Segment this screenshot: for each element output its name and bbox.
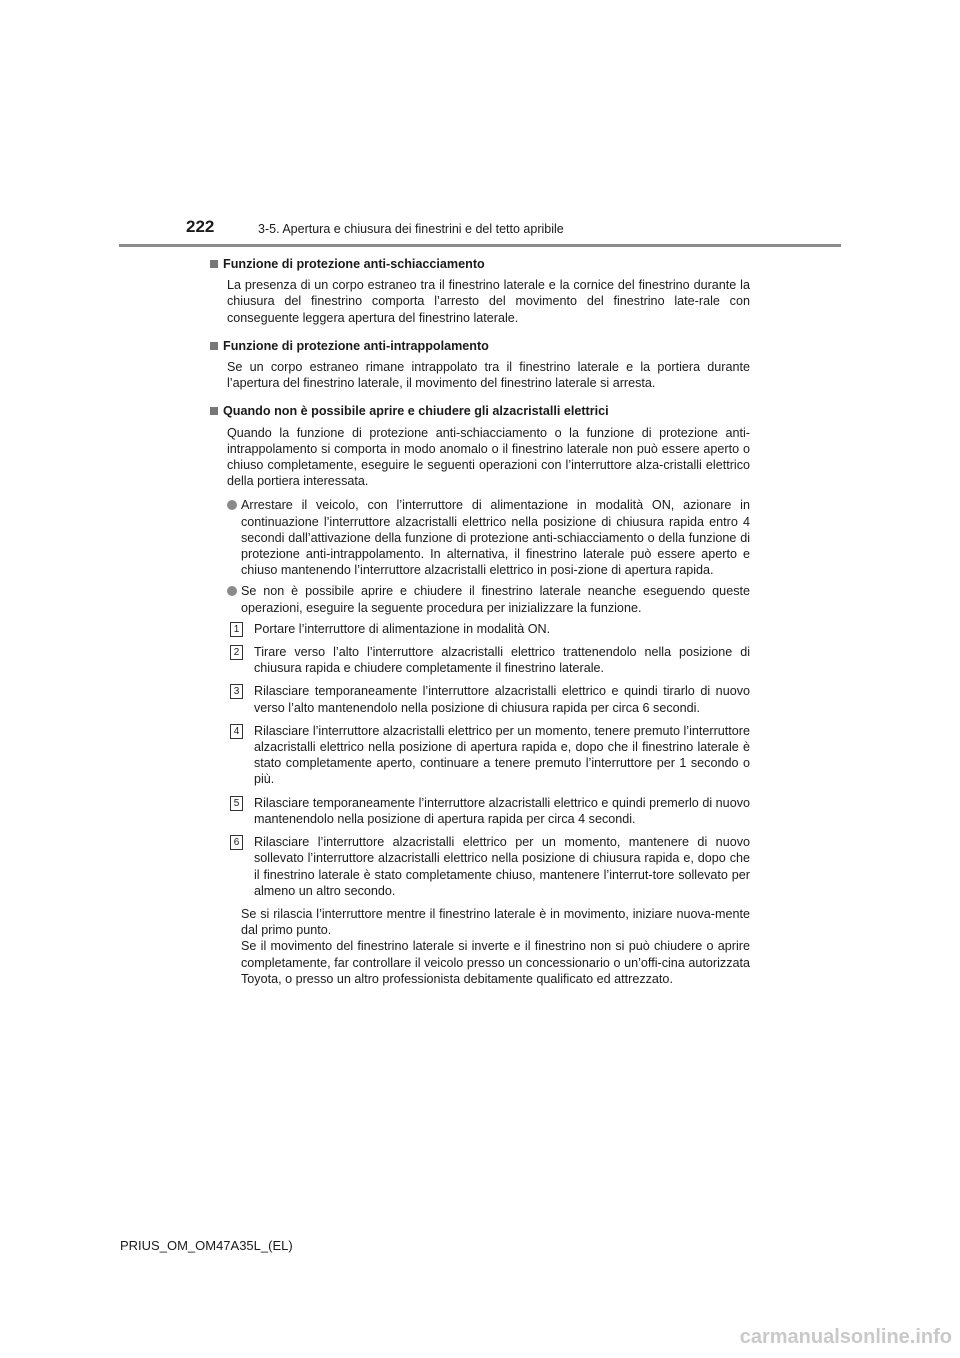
circle-bullet-icon [227, 500, 237, 510]
list-item [227, 497, 750, 578]
step-number-box: 5 [230, 796, 243, 811]
note-paragraph [241, 906, 750, 987]
section-paragraph: Se un corpo estraneo rimane intrappolato tra il finestrino laterale e la portiera durante l’apertura del finestrino laterale, il movimento del finestrino laterale si arresta. [227, 360, 750, 391]
step-item [230, 834, 750, 899]
note-line: Se si rilascia l’interruttore mentre il finestrino laterale è in movimento, iniziare nuova-mente dal primo punto. [241, 906, 750, 938]
step-number-box: 3 [230, 684, 243, 699]
note-line: Se il movimento del finestrino laterale si inverte e il finestrino non si può chiudere o aprire completamente, far controllare il veicolo presso un concessionario o un’offi-cina autorizzata Toyota, o presso un altro professionista debitamente qualificato ed attrezzato. [241, 939, 750, 986]
bullet-text: Arrestare il veicolo, con l’interruttore di alimentazione in modalità ON, azionare in continuazione l’interruttore alzacristalli elettrico nella posizione di chiusura rapida entro 4 secondi dall’attivazione della funzione di protezione anti-schiacciamento o della funzione di protezione anti-intrappolamento. In alternativa, il finestrino laterale può essere aperto e chiuso mantenendo l’interruttore alzacristalli elettrico in posi-zione di apertura rapida. [241, 498, 750, 578]
step-text: Rilasciare temporaneamente l’interruttore alzacristalli elettrico e quindi tirarlo di nuovo verso l’alto mantenendolo nella posizione di chiusura rapida per circa 6 secondi. [254, 684, 750, 715]
watermark: carmanualsonline.info [739, 1326, 952, 1348]
step-item [230, 644, 750, 676]
heading-text: Funzione di protezione anti-intrappolamento [223, 338, 489, 353]
section-heading [210, 256, 750, 272]
step-item [230, 723, 750, 788]
section-title: 3-5. Apertura e chiusura dei finestrini e del tetto apribile [258, 222, 564, 236]
step-item [230, 683, 750, 715]
step-number-box: 4 [230, 724, 243, 739]
step-text: Tirare verso l’alto l’interruttore alzacristalli elettrico trattenendolo nella posizione di chiusura rapida e chiudere completamente il finestrino laterale. [254, 645, 750, 676]
section-heading [210, 338, 750, 354]
section-paragraph: Quando la funzione di protezione anti-schiacciamento o la funzione di protezione anti-intrappolamento si comporta in modo anomalo o il finestrino laterale non può essere aperto o chiuso completamente, eseguire le seguenti operazioni con l’interruttore alza-cristalli elettrico della portiera interessata. [227, 425, 750, 489]
header-rule [119, 244, 841, 247]
document-code: PRIUS_OM_OM47A35L_(EL) [120, 1238, 293, 1253]
step-text: Rilasciare l’interruttore alzacristalli elettrico per un momento, tenere premuto l’interruttore alzacristalli elettrico nella posizione di apertura rapida e, dopo che il finestrino laterale è stato completamente aperto, continuare a tenere premuto l’interruttore per 1 secondo o più. [254, 723, 750, 787]
step-number-box: 2 [230, 645, 243, 660]
heading-text: Funzione di protezione anti-schiacciamento [223, 257, 485, 271]
bullet-text: Se non è possibile aprire e chiudere il finestrino laterale neanche eseguendo queste operazioni, eseguire la seguente procedura per inizializzare la funzione. [241, 584, 750, 615]
square-bullet-icon [210, 342, 218, 350]
page-content [210, 256, 750, 987]
step-text: Rilasciare temporaneamente l’interruttore alzacristalli elettrico e quindi premerlo di nuovo mantenendolo nella posizione di apertura rapida per circa 4 secondi. [254, 795, 750, 826]
step-text: Portare l’interruttore di alimentazione in modalità ON. [254, 621, 551, 636]
step-number-box: 1 [230, 622, 243, 637]
circle-bullet-icon [227, 586, 237, 596]
step-item [230, 795, 750, 827]
step-item [230, 621, 750, 637]
list-item [227, 583, 750, 615]
step-number-box: 6 [230, 835, 243, 850]
square-bullet-icon [210, 407, 218, 415]
section-paragraph: La presenza di un corpo estraneo tra il finestrino laterale e la cornice del finestrino durante la chiusura del finestrino comporta l’arresto del movimento del finestrino late-rale con conseguente leggera apertura del finestrino laterale. [227, 278, 750, 325]
section-heading [210, 403, 750, 419]
square-bullet-icon [210, 260, 218, 268]
heading-text: Quando non è possibile aprire e chiudere gli alzacristalli elettrici [223, 404, 609, 419]
step-text: Rilasciare l’interruttore alzacristalli elettrico per un momento, mantenere di nuovo sollevato l’interruttore alzacristalli elettrico nella posizione di chiusura rapida e, dopo che il finestrino laterale è stato completamente chiuso, mantenere l’interrut-tore sollevato per almeno un altro secondo. [254, 835, 750, 898]
page-number: 222 [186, 217, 215, 236]
